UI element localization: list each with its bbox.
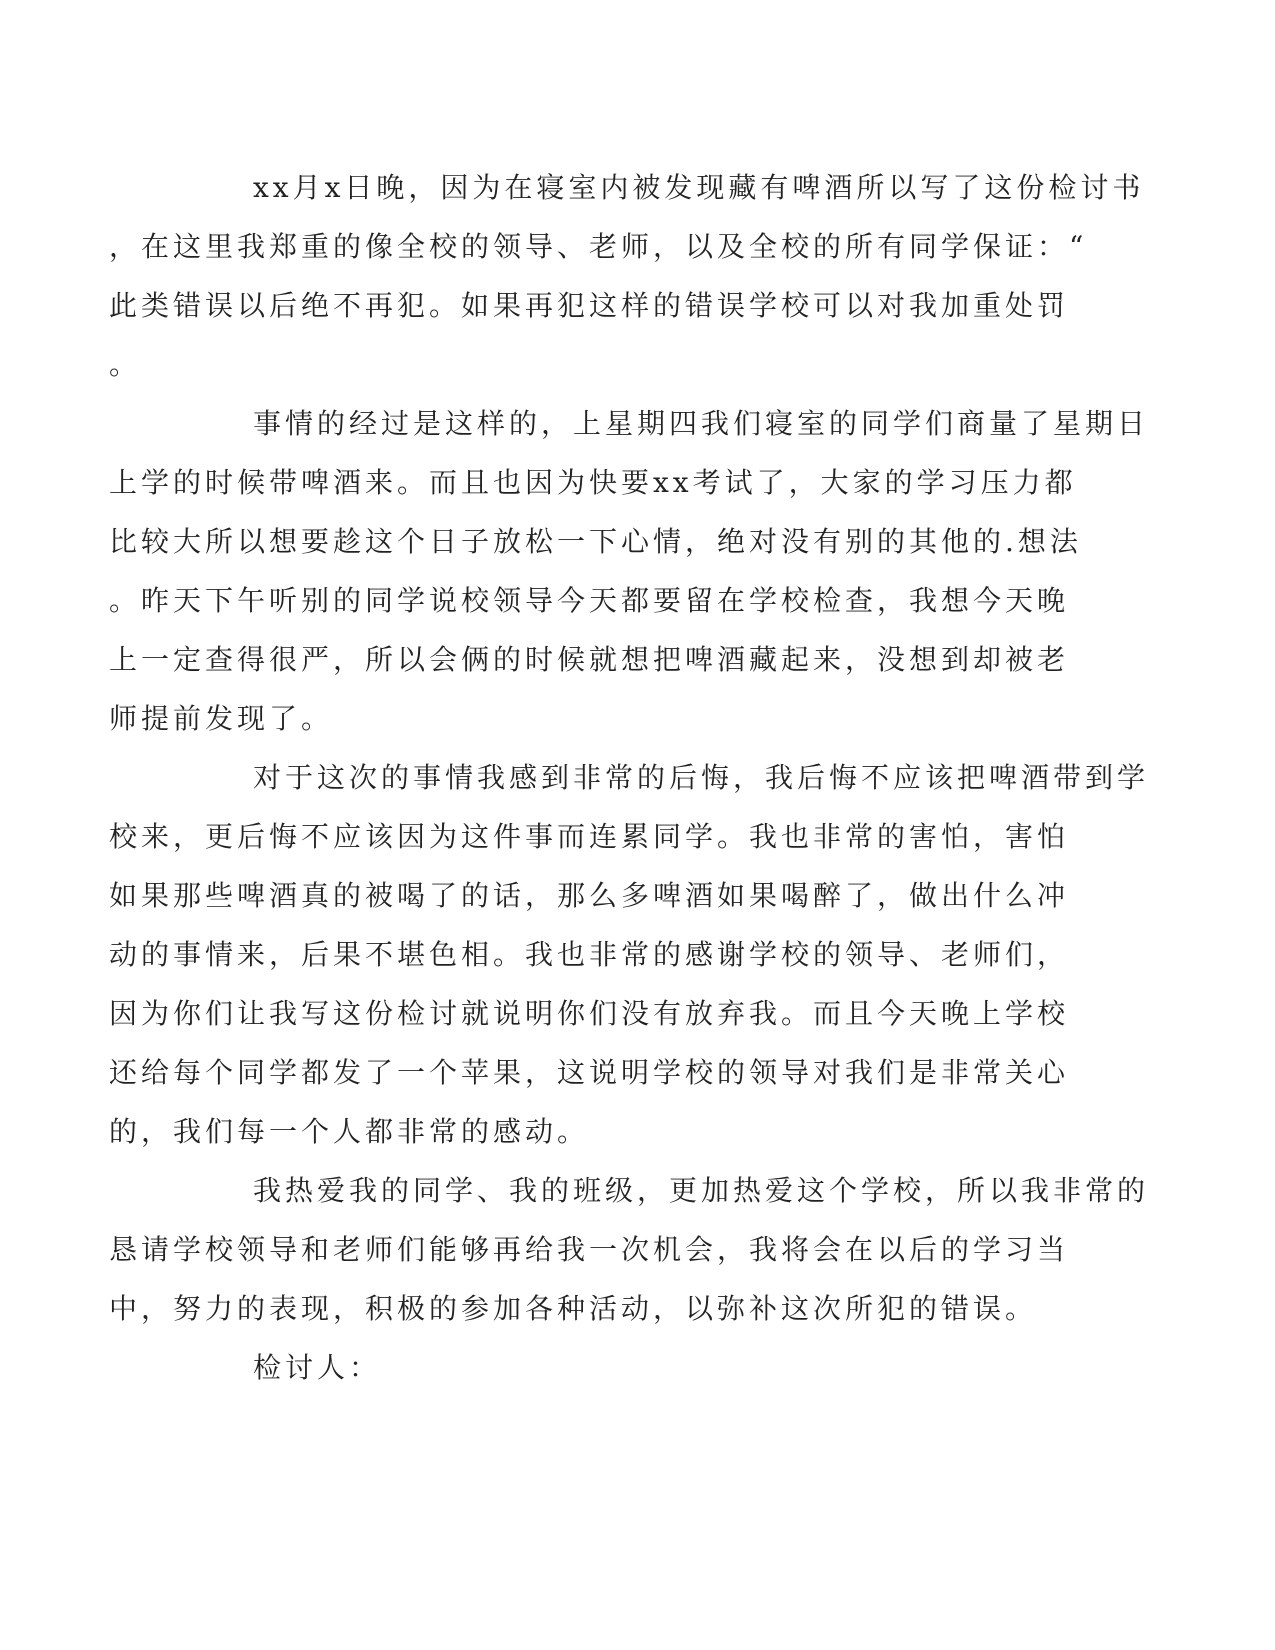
text-line: 因为你们让我写这份检讨就说明你们没有放弃我。而且今天晚上学校: [109, 997, 1070, 1030]
text-line: 恳请学校领导和老师们能够再给我一次机会，我将会在以后的学习当: [109, 1233, 1070, 1266]
text-line: 我热爱我的同学、我的班级，更加热爱这个学校，所以我非常的: [253, 1174, 1150, 1207]
text-line: 校来，更后悔不应该因为这件事而连累同学。我也非常的害怕，害怕: [109, 820, 1070, 853]
text-line: 对于这次的事情我感到非常的后悔，我后悔不应该把啤酒带到学: [253, 761, 1150, 794]
paragraph-1: [109, 158, 1145, 394]
text-line: 此类错误以后绝不再犯。如果再犯这样的错误学校可以对我加重处罚: [109, 289, 1070, 322]
text-line: ，在这里我郑重的像全校的领导、老师，以及全校的所有同学保证：“: [109, 230, 1088, 263]
paragraph-2: [109, 394, 1150, 748]
text-line: 师提前发现了。: [109, 702, 334, 735]
paragraph-3: [109, 748, 1150, 1161]
text-line: 中，努力的表现，积极的参加各种活动，以弥补这次所犯的错误。: [109, 1292, 1038, 1325]
text-line: 上学的时候带啤酒来。而且也因为快要xx考试了，大家的学习压力都: [109, 466, 1077, 499]
text-line: 。: [109, 348, 142, 381]
text-line: 事情的经过是这样的，上星期四我们寝室的同学们商量了星期日: [253, 407, 1150, 440]
document-body: [109, 158, 1150, 1397]
text-line: 的，我们每一个人都非常的感动。: [109, 1115, 590, 1148]
text-line: 还给每个同学都发了一个苹果，这说明学校的领导对我们是非常关心: [109, 1056, 1070, 1089]
text-line: 上一定查得很严，所以会俩的时候就想把啤酒藏起来，没想到却被老: [109, 643, 1070, 676]
text-line: 动的事情来，后果不堪色相。我也非常的感谢学校的领导、老师们，: [109, 938, 1070, 971]
paragraph-4: [109, 1161, 1150, 1338]
text-line: 。昨天下午听别的同学说校领导今天都要留在学校检查，我想今天晚: [109, 584, 1070, 617]
signature-line: [181, 1338, 1041, 1397]
text-line: 如果那些啤酒真的被喝了的话，那么多啤酒如果喝醉了，做出什么冲: [109, 879, 1070, 912]
text-line: xx月x日晚，因为在寝室内被发现藏有啤酒所以写了这份检讨书: [253, 171, 1145, 204]
signature-label: 检讨人：: [253, 1351, 382, 1384]
text-line: 比较大所以想要趁这个日子放松一下心情，绝对没有别的其他的.想法: [109, 525, 1082, 558]
